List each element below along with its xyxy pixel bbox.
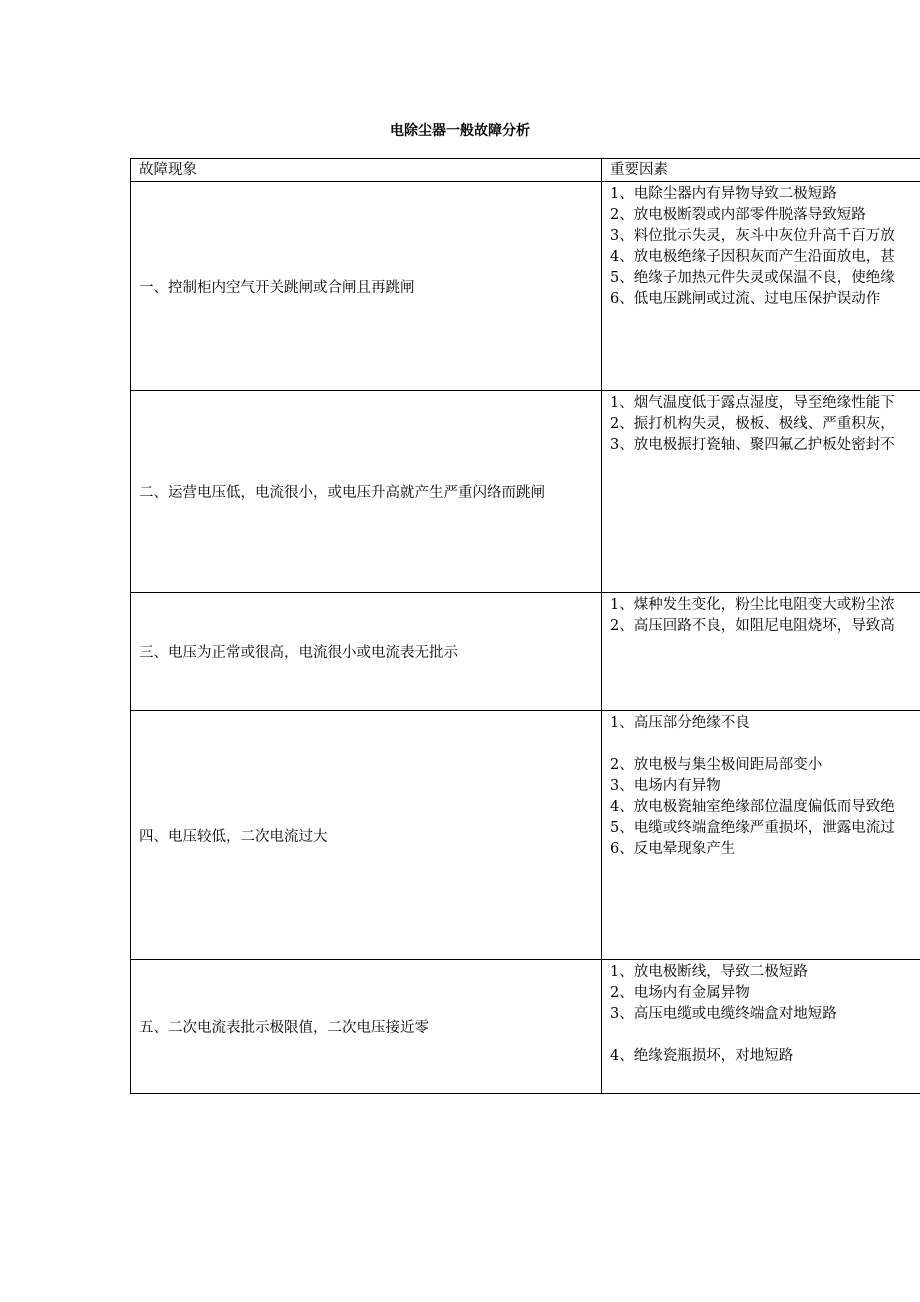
cause-item: 5、绝缘子加热元件失灵或保温不良，使绝缘 [610,270,895,286]
cause-item: 1、电除尘器内有异物导致二极短路 [610,186,837,202]
cause-item: 6、低电压跳闸或过流、过电压保护误动作 [610,291,881,307]
table-row [131,391,920,593]
cause-item: 1、高压部分绝缘不良 [610,715,750,731]
fault-analysis-table [130,158,920,1094]
cause-item: 2、电场内有金属异物 [610,985,750,1001]
causes-cell [602,960,920,1094]
symptom-cell: 三、电压为正常或很高，电流很小或电流表无批示 [131,593,602,711]
cause-item: 2、放电极断裂或内部零件脱落导致短路 [610,207,866,223]
table-row [131,711,920,960]
cause-item: 3、电场内有异物 [610,778,721,794]
cause-item: 3、料位批示失灵，灰斗中灰位升高千百万放 [610,228,895,244]
cause-item: 1、烟气温度低于露点湿度，导至绝缘性能下 [610,395,895,411]
cause-item: 4、放电极绝缘子因积灰而产生沿面放电，甚 [610,249,895,265]
causes-cell [602,182,920,391]
causes-cell [602,711,920,960]
cause-item: 4、绝缘瓷瓶损坏，对地短路 [610,1048,794,1064]
table-row [131,593,920,711]
causes-cell [602,593,920,711]
table-row [131,182,920,391]
symptom-cell: 二、运营电压低，电流很小，或电压升高就产生严重闪络而跳闸 [131,391,602,593]
table-header-row [131,159,920,182]
table-row [131,960,920,1094]
cause-item: 3、高压电缆或电缆终端盒对地短路 [610,1006,837,1022]
symptom-cell: 一、控制柜内空气开关跳闸或合闸且再跳闸 [131,182,602,391]
symptom-cell: 五、二次电流表批示极限值，二次电压接近零 [131,960,602,1094]
cause-item: 1、煤种发生变化，粉尘比电阻变大或粉尘浓 [610,597,895,613]
header-symptom: 故障现象 [131,159,602,182]
cause-item: 6、反电晕现象产生 [610,841,736,857]
cause-item: 3、放电极振打瓷轴、聚四氟乙护板处密封不 [610,437,895,453]
cause-item: 1、放电极断线，导致二极短路 [610,964,808,980]
causes-cell [602,391,920,593]
cause-item: 5、电缆或终端盒绝缘严重损坏，泄露电流过 [610,820,895,836]
page-title: 电除尘器一般故障分析 [390,123,530,139]
symptom-cell: 四、电压较低，二次电流过大 [131,711,602,960]
cause-item: 2、放电极与集尘极间距局部变小 [610,757,823,773]
cause-item: 4、放电极瓷轴室绝缘部位温度偏低而导致绝 [610,799,895,815]
header-causes: 重要因素 [602,159,920,182]
cause-item: 2、振打机构失灵，极板、极线、严重积灰， [610,416,895,432]
cause-item: 2、高压回路不良，如阻尼电阻烧坏，导致高 [610,618,895,634]
